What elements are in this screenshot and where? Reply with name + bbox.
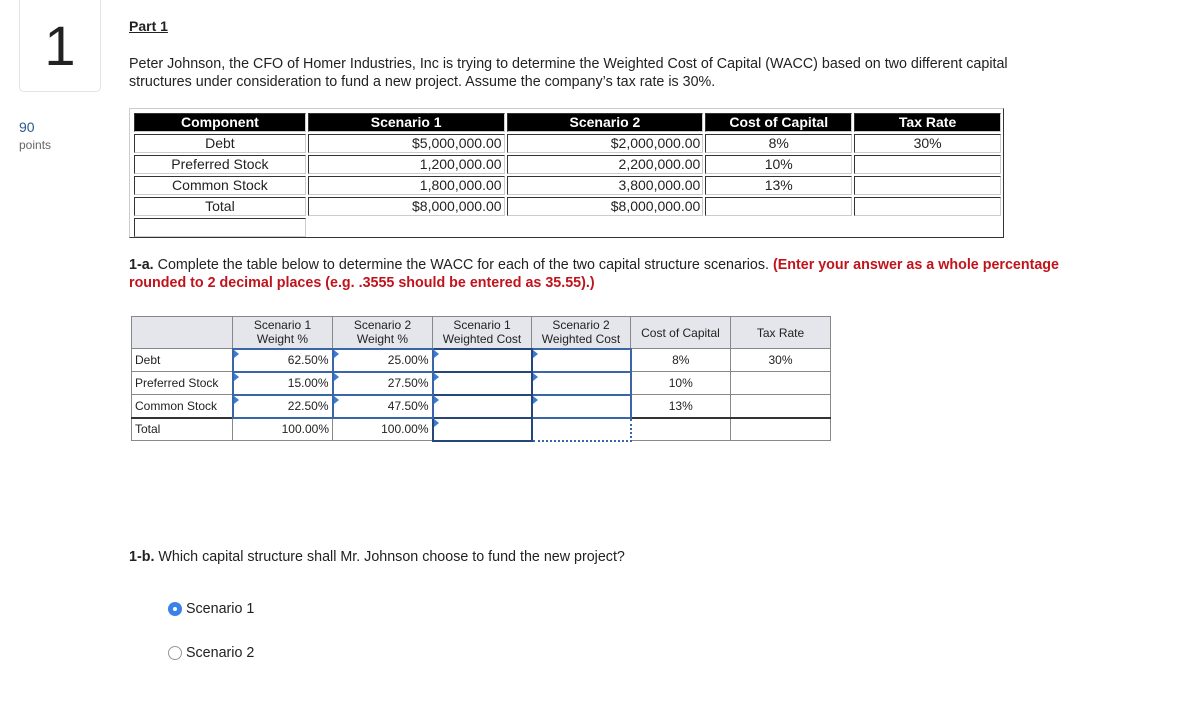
- scenario-2-amount: $2,000,000.00: [507, 134, 704, 153]
- header-tax-rate: Tax Rate: [731, 317, 831, 349]
- given-table-empty-row: [134, 218, 1001, 237]
- cost-of-capital-cell: 8%: [631, 349, 731, 372]
- scenario-1-amount: $8,000,000.00: [308, 197, 505, 216]
- s1-weight-input[interactable]: 22.50%: [233, 395, 333, 418]
- cost-of-capital-cell: 13%: [705, 176, 852, 195]
- s1-weight-input[interactable]: 62.50%: [233, 349, 333, 372]
- row-label: Debt: [132, 349, 233, 372]
- given-table-row: [134, 134, 1001, 153]
- radio-label: Scenario 2: [186, 645, 255, 661]
- scenario-1-amount: 1,800,000.00: [308, 176, 505, 195]
- cost-of-capital-cell: 8%: [705, 134, 852, 153]
- empty-cell: [134, 218, 306, 237]
- wacc-row-common-stock: [132, 395, 831, 418]
- component-cell: Common Stock: [134, 176, 306, 195]
- cost-of-capital-cell: 10%: [631, 372, 731, 395]
- s2-weighted-cost-input[interactable]: [532, 395, 631, 418]
- radio-label: Scenario 1: [186, 601, 255, 617]
- question-number-box: [19, 0, 101, 92]
- row-label: Common Stock: [132, 395, 233, 418]
- tax-rate-cell: [854, 155, 1001, 174]
- tax-rate-cell: [731, 372, 831, 395]
- header-cost-of-capital: Cost of Capital: [705, 113, 852, 132]
- s2-weight-input[interactable]: 25.00%: [333, 349, 433, 372]
- part-1a-label: 1-a.: [129, 257, 154, 273]
- given-table-row: [134, 176, 1001, 195]
- wacc-row-preferred-stock: [132, 372, 831, 395]
- radio-option-scenario-2[interactable]: [168, 645, 254, 661]
- tax-rate-cell: [731, 395, 831, 418]
- points-value: 90: [19, 119, 35, 135]
- tax-rate-cell: 30%: [731, 349, 831, 372]
- s2-weight-total: 100.00%: [333, 418, 433, 441]
- given-table-row: [134, 155, 1001, 174]
- part-1a-prompt: [129, 256, 1069, 292]
- question-number: 1: [44, 14, 76, 77]
- given-table-row: [134, 197, 1001, 216]
- tax-rate-cell: [854, 197, 1001, 216]
- s1-weight-total: 100.00%: [233, 418, 333, 441]
- s1-weighted-cost-input[interactable]: [433, 372, 532, 395]
- tax-rate-cell: [731, 418, 831, 441]
- header-blank: [132, 317, 233, 349]
- s1-weighted-cost-input[interactable]: [433, 395, 532, 418]
- given-table-header: [134, 113, 1001, 132]
- wacc-table-header: [132, 317, 831, 349]
- header-s1-weighted-cost: Scenario 1 Weighted Cost: [433, 317, 532, 349]
- scenario-2-amount: $8,000,000.00: [507, 197, 704, 216]
- cost-of-capital-cell: [705, 197, 852, 216]
- s2-weight-input[interactable]: 27.50%: [333, 372, 433, 395]
- radio-option-scenario-1[interactable]: [168, 601, 254, 617]
- row-label: Preferred Stock: [132, 372, 233, 395]
- header-tax-rate: Tax Rate: [854, 113, 1001, 132]
- component-cell: Debt: [134, 134, 306, 153]
- intro-text: Peter Johnson, the CFO of Homer Industries, Inc is trying to determine the Weighted Cost of Capital (WACC) based on two different capital structures under consideration to fund a new project. Assume the company’s tax rate is 30%.: [129, 56, 1008, 90]
- component-cell: Total: [134, 197, 306, 216]
- scenario-1-amount: $5,000,000.00: [308, 134, 505, 153]
- s1-weighted-cost-input[interactable]: [433, 349, 532, 372]
- part-1a-instruction: (Enter your answer as a whole percentage rounded to 2 decimal places (e.g. .3555 should be entered as 35.55).): [129, 257, 1059, 291]
- header-component: Component: [134, 113, 306, 132]
- wacc-row-total: [132, 418, 831, 441]
- s1-weight-input[interactable]: 15.00%: [233, 372, 333, 395]
- s2-wacc-input[interactable]: [532, 418, 631, 441]
- part-1b-text: Which capital structure shall Mr. Johnson choose to fund the new project?: [154, 549, 625, 565]
- given-data-table: [129, 108, 1004, 238]
- points-label: points: [19, 138, 52, 152]
- header-s2-weight: Scenario 2 Weight %: [333, 317, 433, 349]
- s2-weighted-cost-input[interactable]: [532, 349, 631, 372]
- cost-of-capital-cell: [631, 418, 731, 441]
- wacc-row-debt: [132, 349, 831, 372]
- header-s2-weighted-cost: Scenario 2 Weighted Cost: [532, 317, 631, 349]
- row-label: Total: [132, 418, 233, 441]
- part-1a-text: Complete the table below to determine the WACC for each of the two capital structure scenarios.: [153, 257, 773, 273]
- s2-weight-input[interactable]: 47.50%: [333, 395, 433, 418]
- scenario-1-amount: 1,200,000.00: [308, 155, 505, 174]
- header-s1-weight: Scenario 1 Weight %: [233, 317, 333, 349]
- part-title: Part 1: [129, 18, 168, 34]
- scenario-2-amount: 3,800,000.00: [507, 176, 704, 195]
- tax-rate-cell: 30%: [854, 134, 1001, 153]
- tax-rate-cell: [854, 176, 1001, 195]
- scenario-2-amount: 2,200,000.00: [507, 155, 704, 174]
- radio-unselected-icon[interactable]: [168, 646, 182, 660]
- cost-of-capital-cell: 10%: [705, 155, 852, 174]
- cost-of-capital-cell: 13%: [631, 395, 731, 418]
- wacc-table: [131, 316, 831, 442]
- header-scenario-1: Scenario 1: [308, 113, 505, 132]
- header-scenario-2: Scenario 2: [507, 113, 704, 132]
- s1-wacc-input[interactable]: [433, 418, 532, 441]
- s2-weighted-cost-input[interactable]: [532, 372, 631, 395]
- radio-selected-icon[interactable]: [168, 602, 182, 616]
- component-cell: Preferred Stock: [134, 155, 306, 174]
- header-cost-of-capital: Cost of Capital: [631, 317, 731, 349]
- part-1b-prompt: [129, 549, 625, 565]
- part-1b-label: 1-b.: [129, 549, 155, 565]
